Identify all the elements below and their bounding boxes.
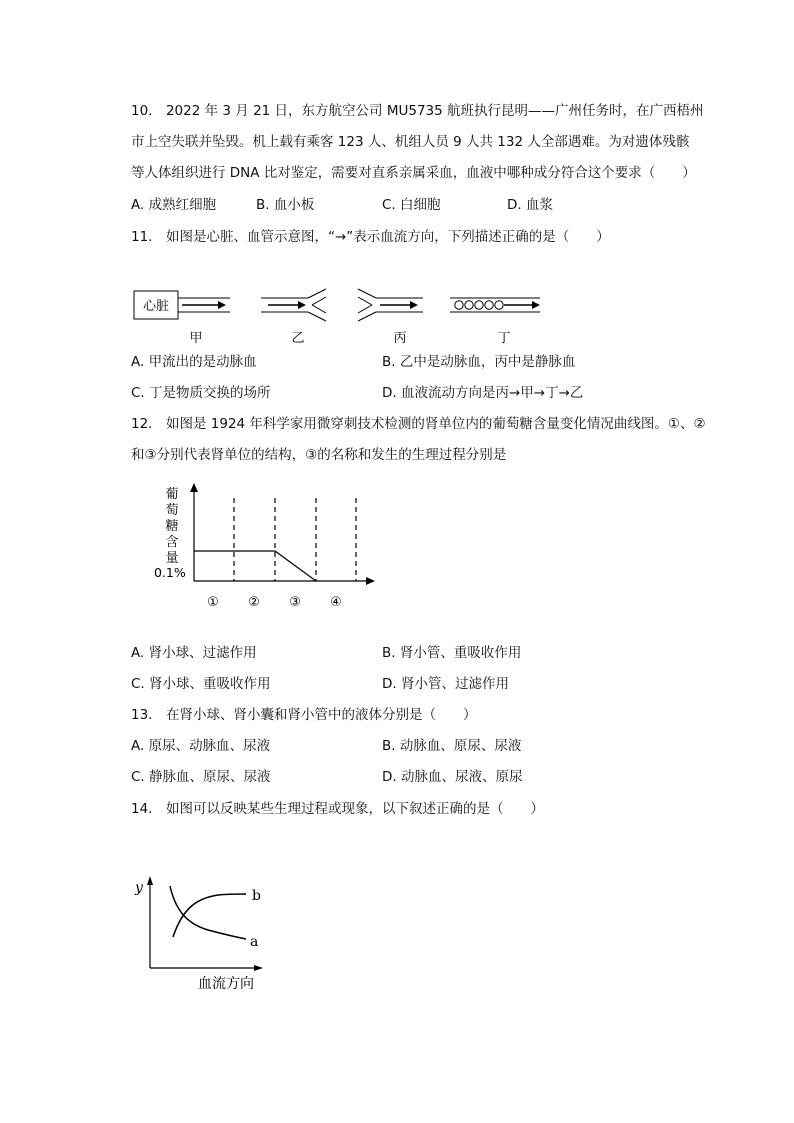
q13-option-d: D. 动脉血、尿液、原尿 (382, 769, 523, 785)
q14-stem: 14. 如图可以反映某些生理过程或现象，以下叙述正确的是（ ） (131, 801, 544, 817)
q13-option-b: B. 动脉血、原尿、尿液 (382, 738, 522, 754)
y-value-label: 0.1% (154, 565, 186, 580)
curve-b-label: b (252, 888, 261, 904)
svg-text:萄: 萄 (165, 503, 179, 518)
q10-option-c: C. 白细胞 (382, 197, 441, 213)
svg-text:量: 量 (165, 551, 179, 566)
q13-stem: 13. 在肾小球、肾小囊和肾小管中的液体分别是（ ） (131, 707, 477, 723)
q12-stem-line2: 和③分别代表肾单位的结构，③的名称和发生的生理过程分别是 (131, 447, 507, 463)
label-yi: 乙 (291, 331, 305, 346)
svg-text:葡: 葡 (165, 487, 179, 502)
label-jia: 甲 (189, 331, 203, 346)
q12-option-c: C. 肾小球、重吸收作用 (131, 676, 271, 692)
q12-glucose-chart (150, 480, 390, 615)
q10-option-d: D. 血浆 (507, 197, 553, 213)
glucose-curve (194, 551, 316, 581)
q12-option-a: A. 肾小球、过滤作用 (131, 645, 257, 661)
x-label-4: ④ (330, 595, 342, 610)
label-bing: 丙 (393, 331, 407, 346)
heart-label: 心脏 (142, 299, 170, 314)
x-label-3: ③ (289, 595, 301, 610)
q11-heart-vessel-figure (128, 285, 548, 350)
q11-stem: 11. 如图是心脏、血管示意图，“→”表示血流方向，下列描述正确的是（ ） (131, 229, 610, 245)
x-label-1: ① (207, 595, 219, 610)
vessel-bing (358, 289, 423, 321)
q11-option-d: D. 血液流动方向是丙→甲→丁→乙 (382, 385, 584, 401)
q10-stem-line3: 等人体组织进行 DNA 比对鉴定，需要对直系亲属采血，血液中哪种成分符合这个要求（ ） (131, 165, 696, 181)
y-axis-label: y (135, 880, 143, 896)
x-label-2: ② (248, 595, 260, 610)
q10-option-a: A. 成熟红细胞 (131, 197, 217, 213)
q10-stem-line1: 10. 2022 年 3 月 21 日，东方航空公司 MU5735 航班执行昆明——广州任务时，在广西梧州 (131, 103, 704, 119)
q11-option-c: C. 丁是物质交换的场所 (131, 385, 271, 401)
q12-option-d: D. 肾小管、过滤作用 (382, 676, 509, 692)
q11-option-b: B. 乙中是动脉血，丙中是静脉血 (382, 354, 576, 370)
ylabel-glucose-content (165, 487, 178, 566)
q13-option-c: C. 静脉血、原尿、尿液 (131, 769, 271, 785)
q13-option-a: A. 原尿、动脉血、尿液 (131, 738, 271, 754)
q12-option-b: B. 肾小管、重吸收作用 (382, 645, 522, 661)
label-ding: 丁 (497, 331, 511, 346)
q14-blood-flow-chart (128, 872, 278, 994)
svg-text:含: 含 (165, 535, 179, 550)
q12-stem-line1: 12. 如图是 1924 年科学家用微穿刺技术检测的肾单位内的葡萄糖含量变化情况曲线图。①、② (131, 416, 706, 432)
q11-option-a: A. 甲流出的是动脉血 (131, 354, 257, 370)
curve-a-label: a (250, 934, 259, 950)
vessel-jia (178, 298, 230, 312)
svg-text:糖: 糖 (165, 519, 179, 534)
q10-option-b: B. 血小板 (256, 197, 315, 213)
q10-stem-line2: 市上空失联并坠毁。机上载有乘客 123 人、机组人员 9 人共 132 人全部遇难。为对遗体残骸 (131, 134, 690, 150)
vessel-yi (261, 289, 326, 321)
vessel-ding (450, 298, 540, 312)
x-axis-label: 血流方向 (198, 976, 254, 992)
